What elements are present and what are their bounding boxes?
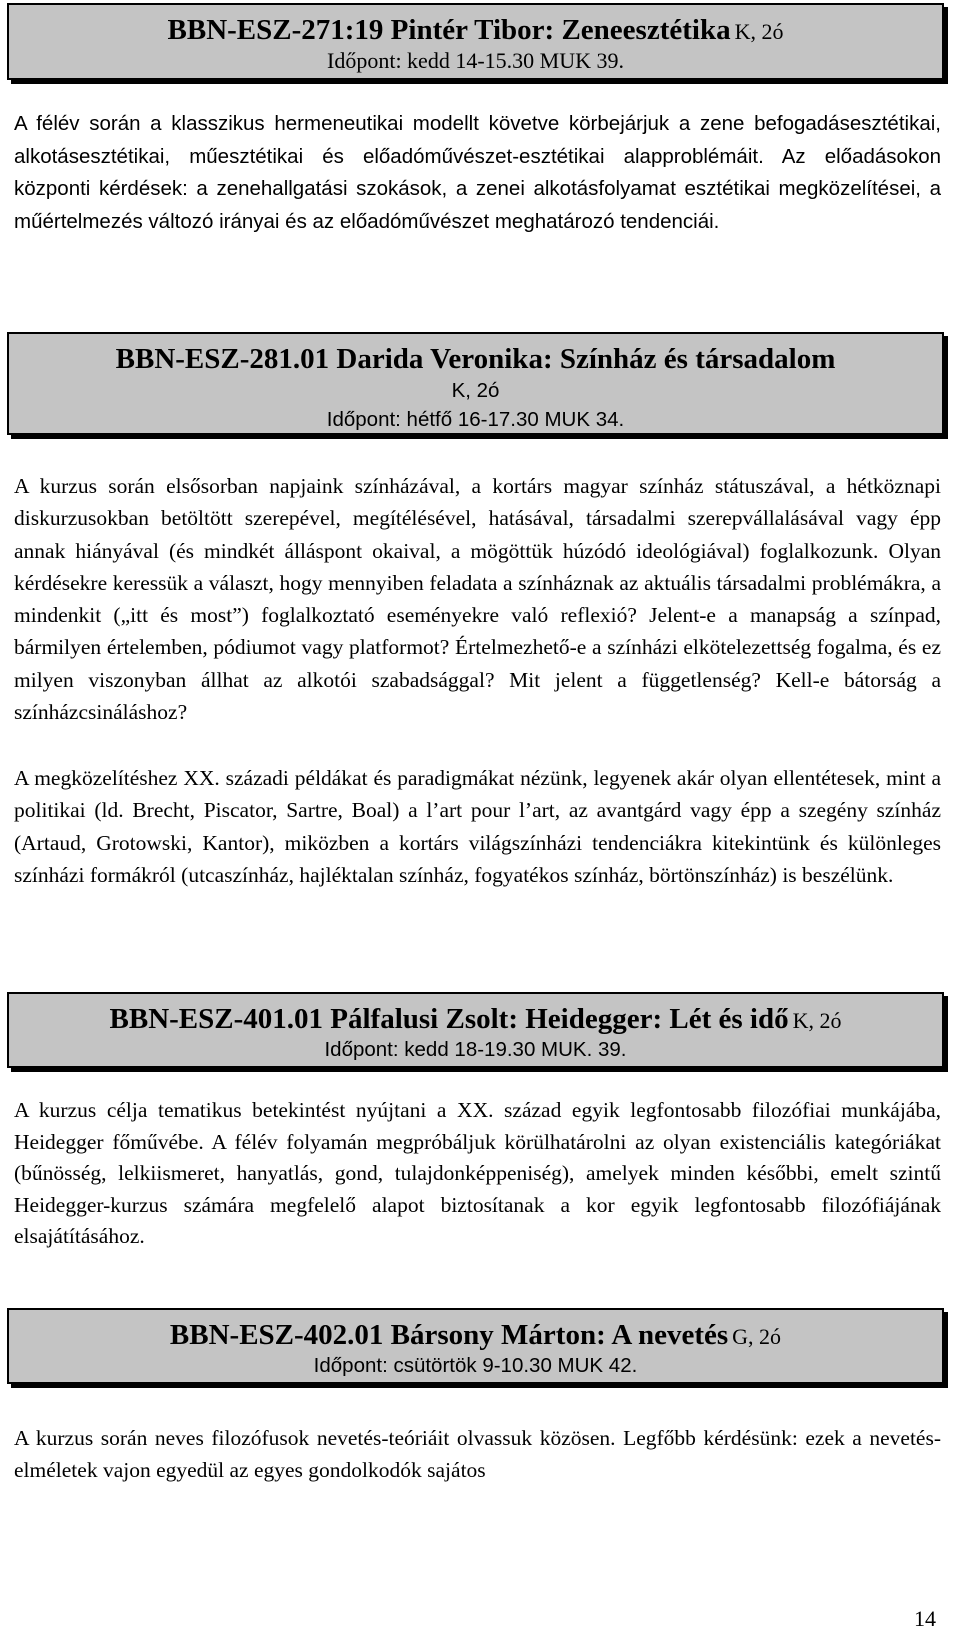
course-credits: G, 2ó — [732, 1324, 782, 1349]
course-title: BBN-ESZ-401.01 Pálfalusi Zsolt: Heidegger: Lét és idő — [109, 1003, 789, 1035]
course-header-box — [7, 332, 944, 435]
course-credits: K, 2ó — [734, 19, 784, 44]
course-credits: K, 2ó — [451, 379, 500, 402]
course-title: BBN-ESZ-402.01 Bársony Márton: A nevetés — [169, 1319, 729, 1351]
course-time: Időpont: kedd 14-15.30 MUK 39. — [327, 48, 624, 73]
course-description: A kurzus során neves filozófusok nevetés-teóriáit olvassuk közösen. Legfőbb kérdésünk: ezek a nevetés-elméletek vajon egyedül az egyes gondolkodók sajátos — [14, 1426, 941, 1482]
course-credits: K, 2ó — [792, 1008, 842, 1033]
course-description: A kurzus célja tematikus betekintést nyújtani a XX. század egyik legfontosabb filozófiai munkájába, Heidegger főművébe. A félév folyamán megpróbáljuk körülhatárolni az olyan existenciális kategóriákat (bűnösség, lelkiismeret, hanyatlás, gond, tulajdonképpeniség), amelyek minden későbbi, emelt szintű Heidegger-kurzus számára megfelelő alapot biztosítanak a kor egyik legfontosabb filozófiájának elsajátításához. — [14, 1098, 941, 1249]
course-time: Időpont: hétfő 16-17.30 MUK 34. — [326, 408, 625, 431]
course-description: A félév során a klasszikus hermeneutikai modellt követve körbejárjuk a zene befogadásesztétikai, alkotásesztétikai, műesztétikai és előadóművészet-esztétikai alapproblémáit. Az előadásokon központi kérdések: a zenehallgatási szokások, a zenei alkotásfolyamat esztétikai megközelítései, a műértelmezés változó irányai és az előadóművészet meghatározó tendenciái. — [14, 112, 941, 233]
course-title: BBN-ESZ-281.01 Darida Veronika: Színház és társadalom — [115, 343, 836, 375]
course-description-continued: A megközelítéshez XX. századi példákat és paradigmákat nézünk, legyenek akár olyan ellentétesek, mint a politikai (ld. Brecht, Piscator, Sartre, Boal) a l’art pour l’art, az avantgárd vagy épp a szegény színház (Artaud, Grotowski, Kantor), miközben a kortárs világszínházi tendenciákra kitekintünk és különleges színházi formákról (utcaszínház, hajléktalan színház, fogyatékos színház, börtönszínház) is beszélünk. — [14, 766, 941, 887]
course-title: BBN-ESZ-271:19 Pintér Tibor: Zeneesztétika — [167, 14, 731, 46]
course-header-box — [7, 1308, 944, 1384]
course-title-line — [9, 1318, 942, 1352]
course-description: A kurzus során elsősorban napjaink színházával, a kortárs magyar színház státuszával, a hétköznapi diskurzusokban betöltött szerepével, megítélésével, hatásával, társadalmi szerepvállalásával vagy épp annak hiányával (és mindkét álláspont okaival, a mögöttük húzódó ideológiával) foglalkozunk. Olyan kérdésekre keressük a választ, hogy mennyiben feladata a színháznak az aktuális társadalmi problémákra, a mindenkit („itt és most”) foglalkoztató eseményekre való reflexió? Jelent-e a manapság a színpad, bármilyen értelemben, pódiumot vagy platformot? Értelmezhető-e a színházi elkötelezettség fogalma, és ez milyen viszonyban állhat az alkotói szabadsággal? Mit jelent a függetlenség? Kell-e bátorság a színházcsináláshoz? — [14, 474, 941, 725]
course-title-line — [9, 1002, 942, 1036]
course-title-line — [9, 13, 942, 47]
course-time: Időpont: kedd 18-19.30 MUK. 39. — [324, 1038, 627, 1061]
course-time: Időpont: csütörtök 9-10.30 MUK 42. — [313, 1354, 638, 1377]
page-number: 14 — [914, 1606, 936, 1631]
course-header-box — [7, 3, 944, 80]
course-header-box — [7, 992, 944, 1068]
